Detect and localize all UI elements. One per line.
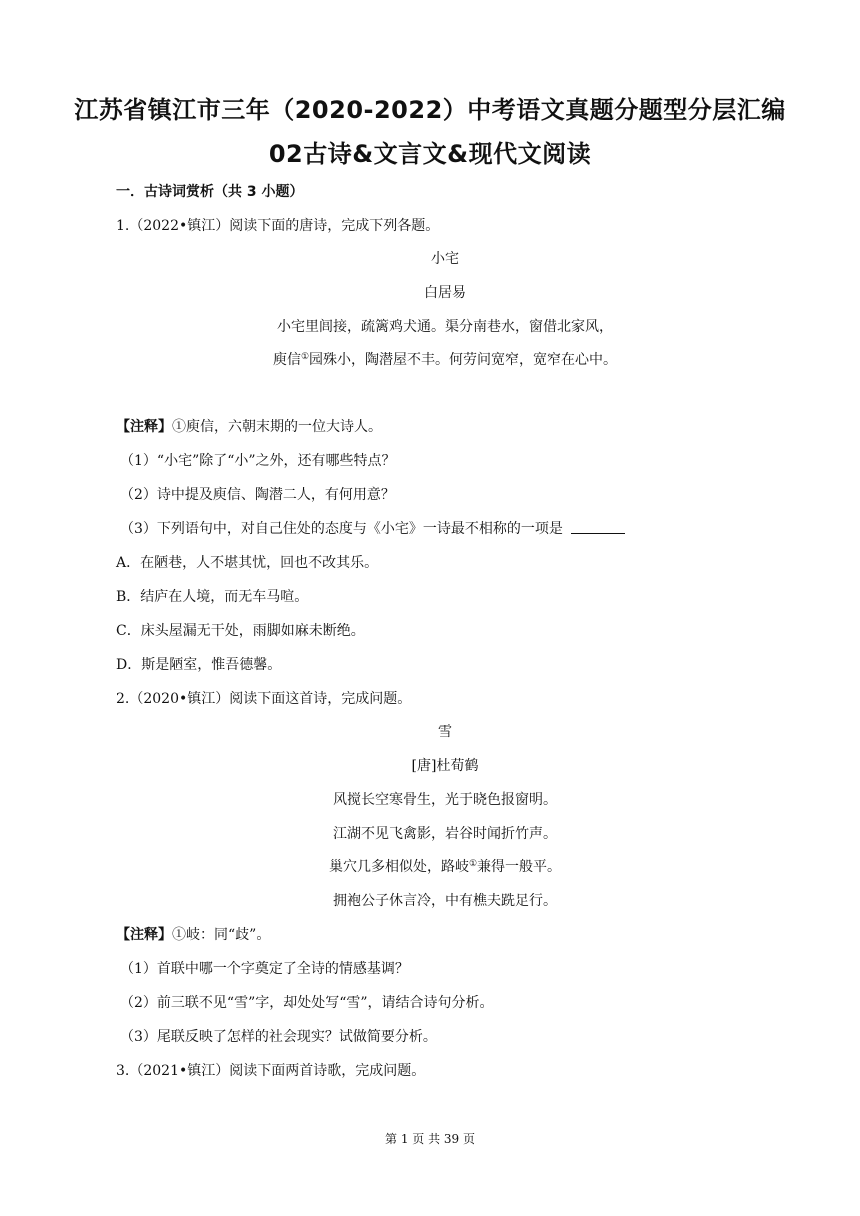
question-1-option-a: A．在陋巷，人不堪其忧，回也不改其乐。 — [116, 555, 379, 571]
question-1-option-d: D．斯是陋室，惟吾德馨。 — [116, 657, 282, 673]
footnote-marker: ① — [468, 859, 478, 869]
page-footer: 第 1 页 共 39 页 — [385, 1132, 475, 1146]
question-2-sub-3: （3）尾联反映了怎样的社会现实？试做简要分析。 — [120, 1029, 437, 1045]
poem-2-line-4: 拥袍公子休言冷，中有樵夫跣足行。 — [333, 893, 557, 909]
poem-2-line-2: 江湖不见飞禽影，岩谷时闻折竹声。 — [333, 826, 557, 842]
question-1-option-b: B．结庐在人境，而无车马喧。 — [116, 589, 309, 605]
poem-2-line-3: 巢穴几多相似处，路岐①兼得一般平。 — [328, 859, 562, 875]
footnote-marker: ① — [300, 352, 310, 362]
poem-2-title: 雪 — [438, 724, 452, 740]
poem-1-title: 小宅 — [431, 251, 459, 267]
question-3-stem: 3.（2021•镇江）阅读下面两首诗歌，完成问题。 — [116, 1063, 426, 1079]
question-2-sub-2: （2）前三联不见“雪”字，却处处写“雪”，请结合诗句分析。 — [120, 995, 494, 1011]
section-heading: 一．古诗词赏析（共 3 小题） — [116, 184, 304, 200]
answer-blank — [571, 521, 625, 534]
question-1-sub-1: （1）“小宅”除了“小”之外，还有哪些特点？ — [120, 453, 396, 469]
question-1-note: 【注释】①庾信，六朝末期的一位大诗人。 — [116, 419, 382, 435]
poem-2-author: [唐]杜荀鹤 — [411, 758, 479, 774]
question-2-stem: 2.（2020•镇江）阅读下面这首诗，完成问题。 — [116, 691, 412, 707]
poem-1-line-2: 庾信①园殊小，陶潜屋不丰。何劳问宽窄，宽窄在心中。 — [272, 352, 618, 368]
question-2-note: 【注释】①岐：同“歧”。 — [116, 927, 271, 943]
document-title-line1: 江苏省镇江市三年（2020-2022）中考语文真题分题型分层汇编 — [74, 96, 786, 124]
question-1-option-c: C．床头屋漏无干处，雨脚如麻未断绝。 — [116, 623, 365, 639]
question-2-sub-1: （1）首联中哪一个字奠定了全诗的情感基调？ — [120, 961, 409, 977]
poem-1-line-1: 小宅里闾接，疏篱鸡犬通。渠分南巷水，窗借北家风， — [277, 319, 613, 335]
poem-1-author: 白居易 — [424, 285, 466, 301]
document-title-line2: 02古诗&文言文&现代文阅读 — [268, 140, 592, 168]
question-1-stem: 1.（2022•镇江）阅读下面的唐诗，完成下列各题。 — [116, 218, 440, 234]
question-1-sub-3: （3）下列语句中，对自己住处的态度与《小宅》一诗最不相称的一项是 — [120, 518, 625, 538]
poem-2-line-1: 风搅长空寒骨生，光于晓色报窗明。 — [333, 792, 557, 808]
question-1-sub-2: （2）诗中提及庾信、陶潜二人，有何用意？ — [120, 487, 395, 503]
